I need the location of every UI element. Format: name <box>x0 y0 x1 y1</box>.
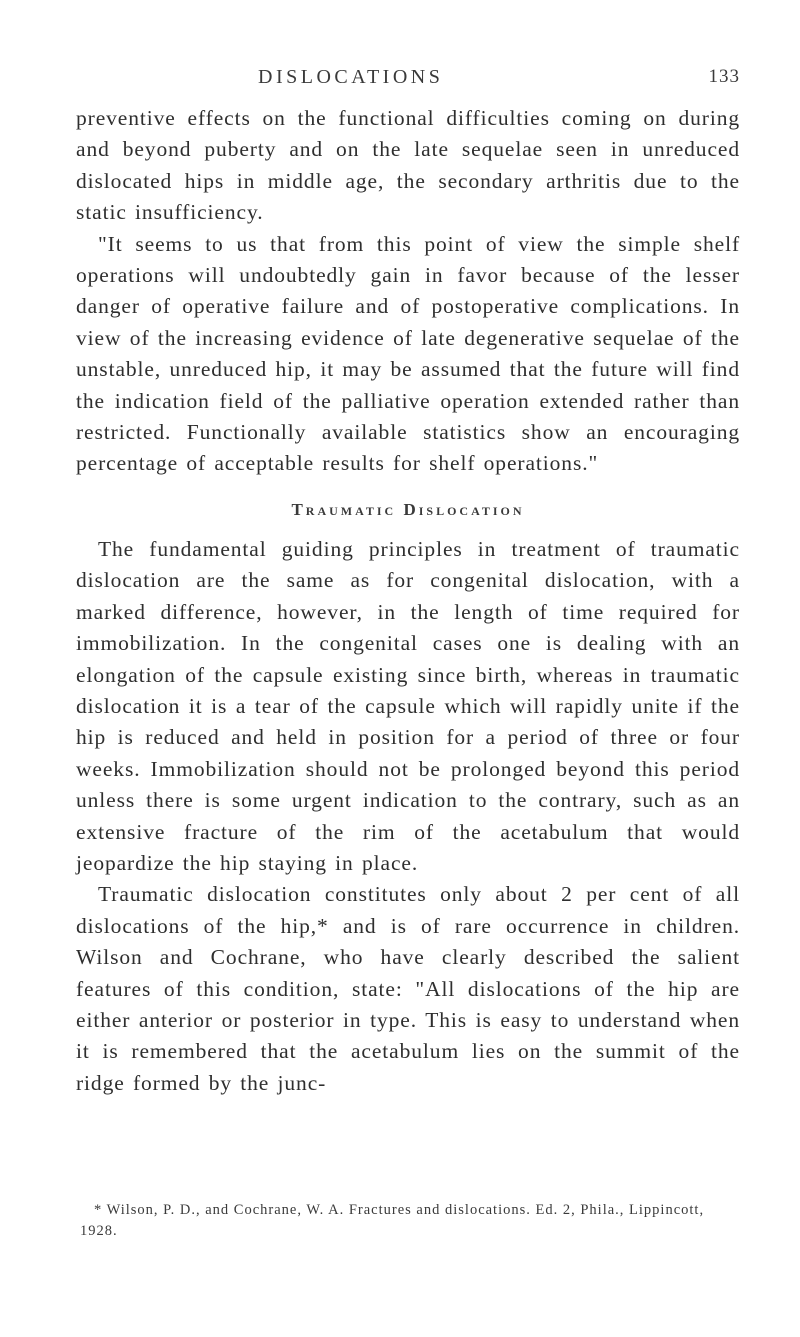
running-head <box>0 66 800 90</box>
running-title: DISLOCATIONS <box>258 66 444 88</box>
paragraph-quotation: "It seems to us that from this point of view the simple shelf operations will undoubtedly gain in favor because of the lesser danger of operative failure and of postoperative complications. In view of the increasing evidence of late degenerative sequelae of the unstable, unreduced hip, it may be assumed that the future will find the indication field of the palliative operation extended rather than restricted. Functionally available statistics show an encouraging percentage of acceptable results for shelf operations." <box>76 231 740 476</box>
footnote-block <box>80 1200 740 1242</box>
paragraph-continuation: preventive effects on the functional difficulties coming on during and beyond puberty and on the late sequelae seen in unreduced dislocated hips in middle age, the secondary arthritis due to the static insufficiency. <box>76 106 740 225</box>
page-number: 133 <box>708 66 740 87</box>
body-text <box>76 103 740 1099</box>
paragraph-treatment: The fundamental guiding principles in treatment of traumatic dislocation are the same as for congenital dislocation, with a marked difference, however, in the length of time required for immobilization. In the congenital cases one is dealing with an elongation of the capsule existing since birth, whereas in traumatic dislocation it is a tear of the capsule which will rapidly unite if the hip is reduced and held in position for a period of three or four weeks. Immobilization should not be prolonged beyond this period unless there is some urgent indication to the contrary, such as an extensive fracture of the rim of the acetabulum that would jeopardize the hip staying in place. <box>76 536 740 875</box>
section-heading: Traumatic Dislocation <box>291 499 525 519</box>
paragraph-incidence: Traumatic dislocation constitutes only about 2 per cent of all dislocations of the hip,* and is of rare occurrence in children. Wilson and Cochrane, who have clearly described the salient features of this condition, state: "All dislocations of the hip are either anterior or posterior in type. This is easy to understand when it is remembered that the acetabulum lies on the summit of the ridge formed by the junc- <box>76 882 740 1095</box>
footnote: * Wilson, P. D., and Cochrane, W. A. Fractures and dislocations. Ed. 2, Phila., Lippincott, 1928. <box>80 1202 705 1239</box>
